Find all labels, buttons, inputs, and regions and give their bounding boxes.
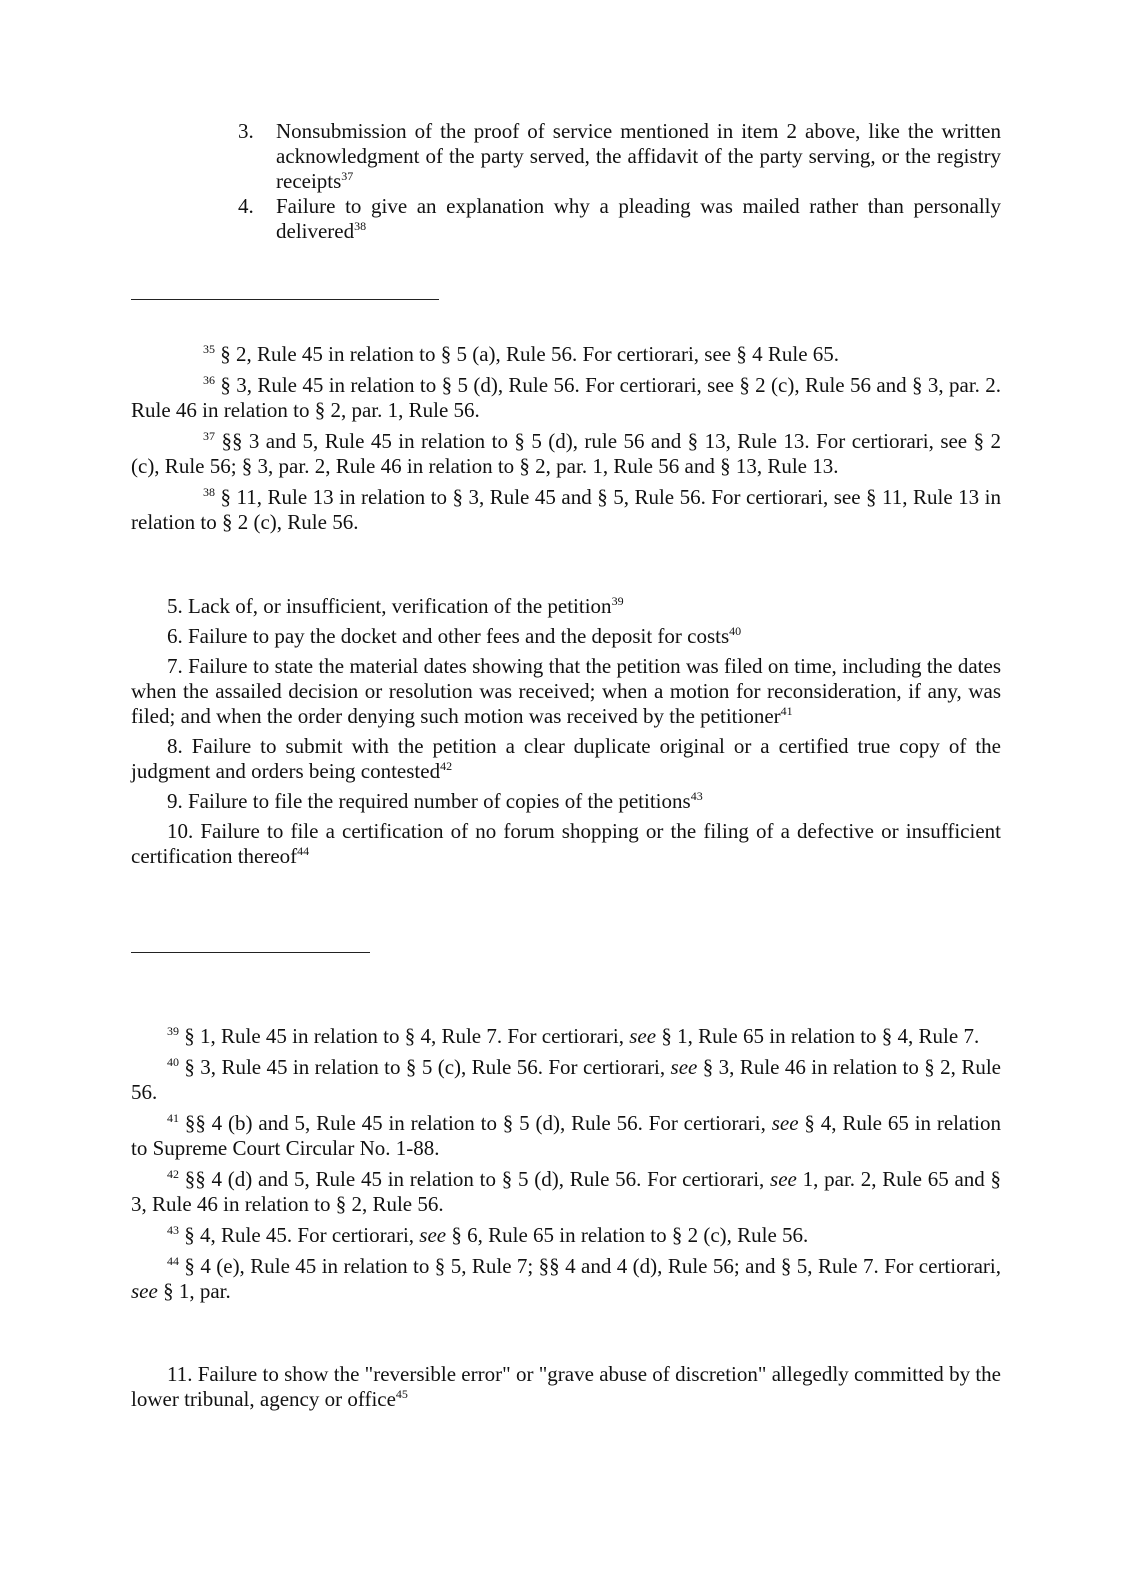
footnote-text: §§ 4 (d) and 5, Rule 45 in relation to § 5 (d), Rule 56. For certiorari, (184, 1167, 771, 1191)
footnotes-section (131, 342, 1001, 541)
footnote-ref: 41 (780, 704, 793, 718)
footnote-text: § 4, Rule 65 in relation to Supreme Court Circular No. 1-88. (131, 1111, 1002, 1160)
footnote-number: 41 (167, 1111, 179, 1125)
list-text: Failure to give an explanation why a pleading was mailed rather than personally delivered (276, 194, 1001, 243)
paragraph-text: 11. Failure to show the "reversible error" or "grave abuse of discretion" allegedly committed by the lower tribunal, agency or office (131, 1362, 1001, 1411)
list-number: 3. (238, 119, 254, 143)
see-signal: see (771, 1111, 799, 1135)
footnote-divider (131, 299, 439, 300)
numbered-paragraph (131, 594, 1001, 619)
footnote (131, 429, 1001, 479)
footnote-ref: 42 (440, 759, 453, 773)
list-item (238, 194, 1001, 244)
paragraph-text: 5. Lack of, or insufficient, verification of the petition (167, 594, 612, 618)
footnote-number: 39 (167, 1024, 179, 1038)
footnote-number: 43 (167, 1223, 179, 1237)
footnote-text: §§ 4 (b) and 5, Rule 45 in relation to § 5 (d), Rule 56. For certiorari, (184, 1111, 772, 1135)
footnote-divider (131, 952, 370, 953)
footnote-ref: 38 (354, 219, 367, 233)
footnote-text: § 1, par. (157, 1279, 231, 1303)
footnote-text: § 4, Rule 45. For certiorari, (184, 1223, 420, 1247)
see-signal: see (419, 1223, 447, 1247)
numbered-paragraph (131, 734, 1001, 784)
footnote-number: 35 (203, 342, 215, 356)
footnote-ref: 39 (611, 594, 624, 608)
footnote (131, 1024, 1001, 1049)
footnote (131, 373, 1001, 423)
footnote-text: § 4 (e), Rule 45 in relation to § 5, Rule 7; §§ 4 and 4 (d), Rule 56; and § 5, Rule 7. For certiorari, (184, 1254, 1001, 1278)
paragraph-text: 9. Failure to file the required number of copies of the petitions (167, 789, 691, 813)
paragraph-text: 8. Failure to submit with the petition a clear duplicate original or a certified true copy of the judgment and orders being contested (131, 734, 1001, 783)
footnote-number: 40 (167, 1055, 179, 1069)
see-signal: see (629, 1024, 657, 1048)
footnote-text: § 6, Rule 65 in relation to § 2 (c), Rule 56. (446, 1223, 809, 1247)
footnote-text: §§ 3 and 5, Rule 45 in relation to § 5 (d), rule 56 and § 13, Rule 13. For certiorari, see § 2 (c), Rule 56; § 3, par. 2, Rule 46 in relation to § 2, par. 1, Rule 56 and § 13, Rule 13. (131, 429, 1001, 478)
numbered-paragraph (131, 789, 1001, 814)
numbered-paragraph (131, 1362, 1001, 1412)
footnote-ref: 40 (729, 624, 742, 638)
see-signal: see (670, 1055, 698, 1079)
footnote-text: § 2, Rule 45 in relation to § 5 (a), Rule 56. For certiorari, see § 4 Rule 65. (220, 342, 840, 366)
see-signal: see (770, 1167, 797, 1191)
paragraph-text: 10. Failure to file a certification of no forum shopping or the filing of a defective or insufficient certification thereof (131, 819, 1001, 868)
see-signal: see (131, 1279, 158, 1303)
footnote-text: 1, par. 2, Rule 65 and § 3, Rule 46 in relation to § 2, Rule 56. (131, 1167, 1002, 1216)
footnote-text: § 1, Rule 45 in relation to § 4, Rule 7. For certiorari, (184, 1024, 630, 1048)
footnote-number: 44 (167, 1254, 179, 1268)
footnote (131, 1111, 1001, 1161)
footnote (131, 342, 1001, 367)
numbered-list (238, 119, 1001, 244)
footnote-ref: 43 (690, 789, 703, 803)
list-number: 4. (238, 194, 254, 218)
numbered-paragraph (131, 624, 1001, 649)
footnote-text: § 3, Rule 45 in relation to § 5 (c), Rule 56. For certiorari, (184, 1055, 671, 1079)
footnote-ref: 37 (341, 169, 354, 183)
footnote-number: 36 (203, 373, 215, 387)
paragraph-text: 6. Failure to pay the docket and other fees and the deposit for costs (167, 624, 730, 648)
paragraph-text: 7. Failure to state the material dates showing that the petition was filed on time, including the dates when the assailed decision or resolution was received; when a motion for reconsideration, if any, was filed; and when the order denying such motion was received by the petitioner (131, 654, 1001, 728)
footnote-ref: 44 (297, 844, 310, 858)
numbered-paragraph (131, 819, 1001, 869)
footnote-number: 42 (167, 1167, 179, 1181)
footnote-text: § 11, Rule 13 in relation to § 3, Rule 45 and § 5, Rule 56. For certiorari, see § 11, Rule 13 in relation to § 2 (c), Rule 56. (131, 485, 1002, 534)
footnote (131, 1167, 1001, 1217)
footnote-ref: 45 (395, 1387, 408, 1401)
list-text: Nonsubmission of the proof of service mentioned in item 2 above, like the written acknowledgment of the party served, the affidavit of the party serving, or the registry receipts (276, 119, 1001, 193)
numbered-paragraph (131, 654, 1001, 729)
footnote-text: § 3, Rule 46 in relation to § 2, Rule 56. (131, 1055, 1001, 1104)
footnote-number: 37 (203, 429, 215, 443)
footnotes-section (131, 1024, 1001, 1310)
footnote-text: § 3, Rule 45 in relation to § 5 (d), Rule 56. For certiorari, see § 2 (c), Rule 56 and § 3, par. 2. Rule 46 in relation to § 2, par. 1, Rule 56. (131, 373, 1002, 422)
footnote-number: 38 (203, 485, 215, 499)
list-item (238, 119, 1001, 194)
footnote (131, 1254, 1001, 1304)
footnote (131, 1055, 1001, 1105)
footnote (131, 1223, 1001, 1248)
body-section (131, 594, 1001, 874)
footnote-text: § 1, Rule 65 in relation to § 4, Rule 7. (656, 1024, 980, 1048)
footnote (131, 485, 1001, 535)
body-section (131, 1362, 1001, 1417)
